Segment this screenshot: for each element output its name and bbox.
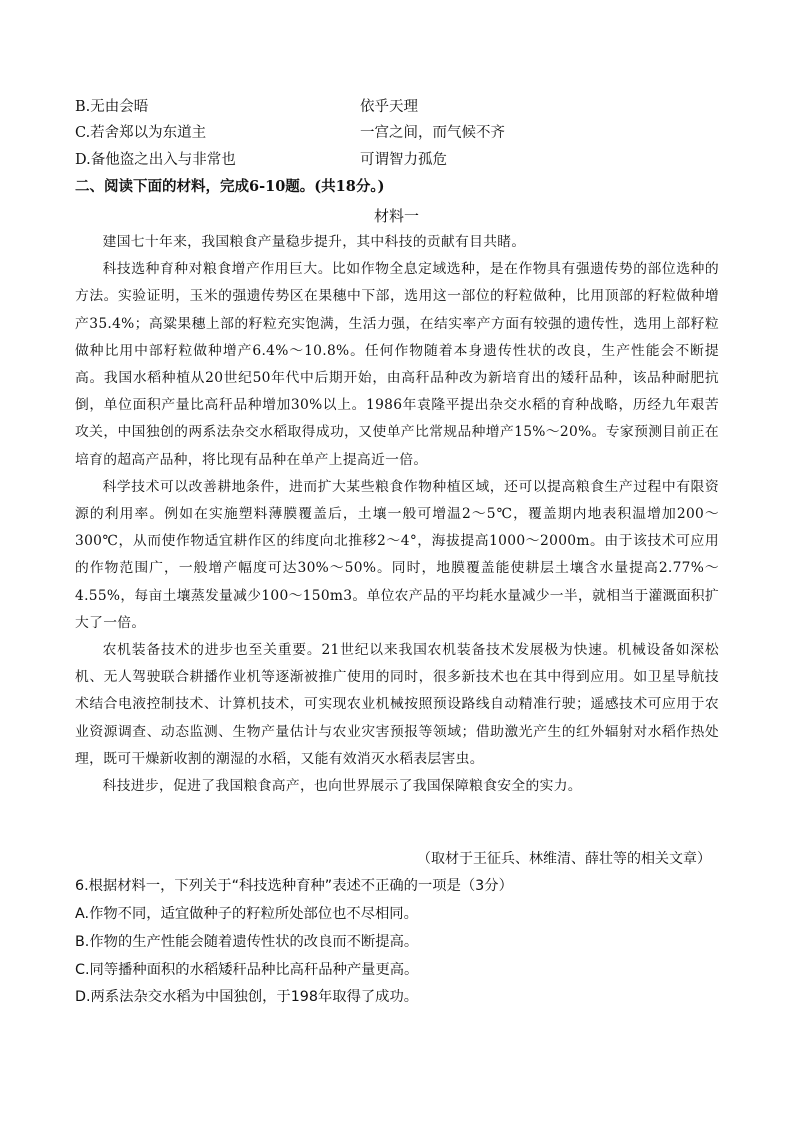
prev-option-row <box>75 147 755 173</box>
paragraph: 科技选种育种对粮食增产作用巨大。比如作物全息定域选种，是在作物具有强遗传势的部位选种的方法。实验证明，玉米的强遗传势区在果穗中下部，选用这一部位的籽粒做种，比用顶部的籽粒做种增产35.4%；高粱果穗上部的籽粒充实饱满，生活力强，在结实率产方面有较强的遗传性，选用上部籽粒做种比用中部籽粒做种增产6.4%～10.8%。任何作物随着本身遗传性状的改良，生产性能会不断提高。我国水稻种植从20世纪50年代中后期开始，由高秆品种改为新培育出的矮秆品种，该品种耐肥抗倒，单位面积产量比高秆品种增加30%以上。1986年袁隆平提出杂交水稻的育种战略，历经九年艰苦攻关，中国独创的两系法杂交水稻取得成功，又使单产比常规品种增产15%～20%。专家预测目前正在培育的超高产品种，将比现有品种在单产上提高近一倍。 <box>75 261 719 468</box>
question-stem: 6.根据材料一，下列关于“科技选种育种”表述不正确的一项是（3分） <box>75 878 513 894</box>
source-note: （取材于王征兵、林维清、薛壮等的相关文章） <box>417 851 711 867</box>
prev-option-right: 可谓智力孤危 <box>360 152 447 168</box>
prev-option-row <box>75 120 755 146</box>
prev-option-right: 一宫之间，而气候不齐 <box>360 125 505 141</box>
answer-option: D.两系法杂交水稻为中国独创，于198年取得了成功。 <box>75 989 419 1005</box>
paragraph: 建国七十年来，我国粮食产量稳步提升，其中科技的贡献有目共睹。 <box>102 234 526 250</box>
prev-option-row <box>75 94 755 120</box>
prev-option-right: 依乎天理 <box>360 99 418 115</box>
answer-option: C.同等播种面积的水稻矮秆品种比高秆品种产量更高。 <box>75 962 419 978</box>
section-heading: 二、阅读下面的材料，完成6-10题。(共18分。) <box>75 178 385 195</box>
prev-option-left: C.若舍郑以为东道主 <box>75 125 207 141</box>
answer-option: A.作物不同，适宜做种子的籽粒所处部位也不尽相同。 <box>75 906 418 922</box>
paragraph: 农机装备技术的进步也至关重要。21世纪以来我国农机装备技术发展极为快速。机械设备如深松机、无人驾驶联合耕播作业机等逐渐被推广使用的同时，很多新技术也在其中得到应用。如卫星导航技术结合电液控制技术、计算机技术，可实现农业机械按照预设路线自动精准行驶；遥感技术可应用于农业资源调查、动态监测、生物产量估计与农业灾害预报等领域；借助激光产生的红外辐射对水稻作热处理，既可干燥新收割的潮湿的水稻，又能有效消灭水稻表层害虫。 <box>75 642 719 767</box>
answer-option: B.作物的生产性能会随着遗传性状的改良而不断提高。 <box>75 934 419 950</box>
material-title: 材料一 <box>373 207 419 225</box>
paragraph: 科技进步，促进了我国粮食高产，也向世界展示了我国保障粮食安全的实力。 <box>102 778 582 795</box>
prev-option-left: D.备他盗之出入与非常也 <box>75 152 236 168</box>
prev-option-left: B.无由会晤 <box>75 99 149 115</box>
paragraph: 科学技术可以改善耕地条件，进而扩大某些粮食作物种植区域，还可以提高粮食生产过程中有限资源的利用率。例如在实施塑料薄膜覆盖后，土壤一般可增温2～5℃，覆盖期内地表积温增加200～300℃，从而使作物适宜耕作区的纬度向北推移2～4°，海拔提高1000～2000m。由于该技术可应用的作物范围广，一般增产幅度可达30%～50%。同时，地膜覆盖能使耕层土壤含水量提高2.77%～4.55%，每亩土壤蒸发量减少100～150m3。单位农产品的平均耗水量减少一半，就相当于灌溉面积扩大了一倍。 <box>75 478 719 631</box>
material-body <box>75 229 719 800</box>
